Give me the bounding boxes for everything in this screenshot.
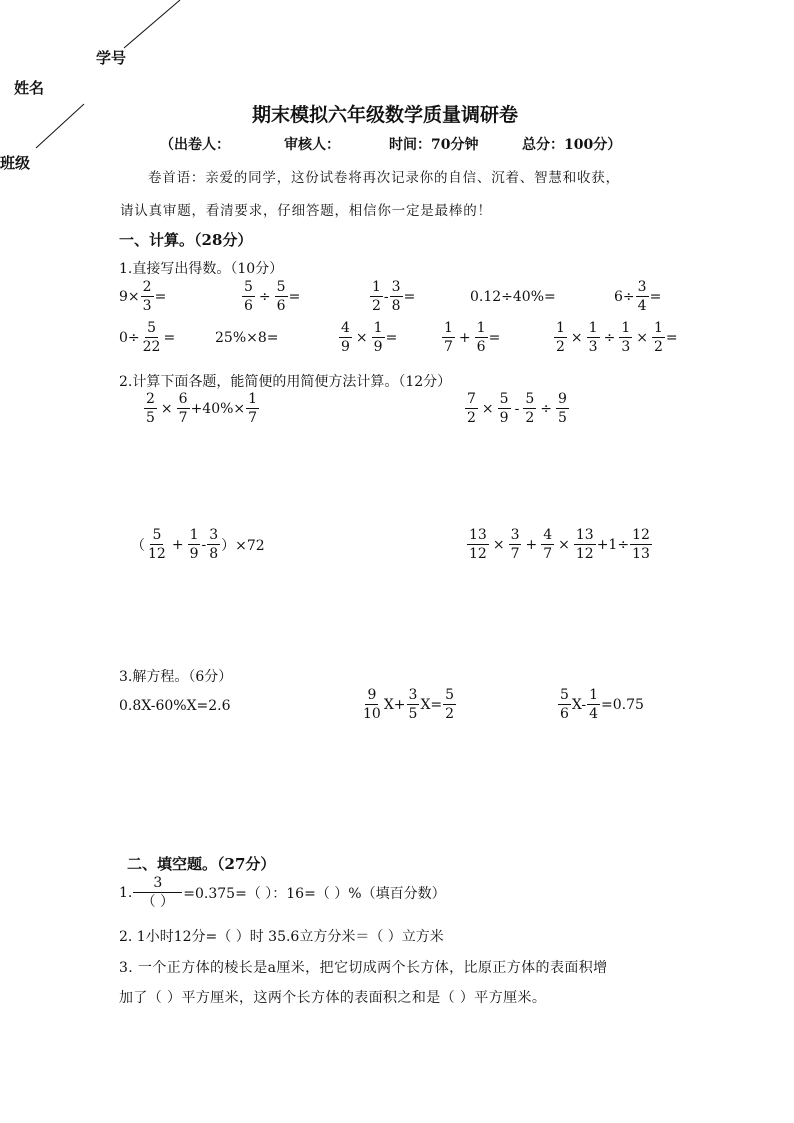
q2-expr1: $\frac{2}{5}$ × $\frac{6}{7}$ +40%× $\frac{1}{7}$ [146,391,258,426]
q3-label: 3.解方程。（6分） [119,669,233,685]
q1-r2-e: $\frac{1}{2}$ × $\frac{1}{3}$ ÷ $\frac{1}{3}$ × $\frac{1}{2}$ = [556,320,678,355]
q1-label: 1.直接写出得数。（10分） [119,261,284,277]
author-label: （出卷人： [160,137,230,153]
s2-q3-line2: 加了（ ）平方厘米，这两个长方体的表面积之和是（ ）平方厘米。 [119,990,547,1006]
q3-eq2: $\frac{9}{10}$ X+ $\frac{3}{5}$ X= $\frac{5}{2}$ [363,687,455,722]
section1-heading: 一、计算。（28分） [119,231,253,249]
q3-eq1: 0.8X-60%X=2.6 [119,698,231,714]
s2-q2: 2. 1小时12分=（ ）时 35.6立方分米＝（ ）立方米 [119,929,444,945]
name-label: 姓名 [14,79,45,97]
q1-r1-e: 6÷ $\frac{3}{4}$ = [614,279,662,314]
q3-eq3: $\frac{5}{6}$ X- $\frac{1}{4}$ =0.75 [560,687,644,722]
s2-q1: 1. $\frac{3}{( )}$ =0.375=（ ）：16=（ ）%（填百分数） [119,875,446,910]
page-title: 期末模拟六年级数学质量调研卷 [252,104,519,126]
q2-expr3: （ $\frac{5}{12}$ + $\frac{1}{9}$ - $\frac{3}{8}$ ）×72 [131,527,265,562]
q1-r1-c: $\frac{1}{2}$ - $\frac{3}{8}$ = [372,279,416,314]
student-id-label: 学号 [96,49,127,67]
q1-r2-c: $\frac{4}{9}$ × $\frac{1}{9}$ = [341,320,398,355]
class-label: 班级 [0,154,31,172]
score-label: 总分：100分） [522,137,622,153]
q1-r1-a: 9× $\frac{2}{3}$ = [119,279,167,314]
reviewer-label: 审核人： [284,137,340,153]
q1-r1-d: 0.12÷40%= [470,289,556,305]
q1-r2-b: 25%×8= [215,330,279,346]
s2-q3-line1: 3. 一个正方体的棱长是a厘米，把它切成两个长方体，比原正方体的表面积增 [119,960,608,976]
q1-r1-b: $\frac{5}{6}$ ÷ $\frac{5}{6}$ = [244,279,301,314]
preface-line1: 卷首语：亲爱的同学，这份试卷将再次记录你的自信、沉着、智慧和收获， [148,170,620,186]
q2-expr2: $\frac{7}{2}$ × $\frac{5}{9}$ - $\frac{5}{2}$ ÷ $\frac{9}{5}$ [467,391,567,426]
section2-heading: 二、填空题。（27分） [127,855,276,873]
time-label: 时间：70分钟 [389,137,479,153]
preface-line2: 请认真审题，看清要求，仔细答题，相信你一定是最棒的！ [120,203,492,219]
q1-r2-d: $\frac{1}{7}$ + $\frac{1}{6}$ = [444,320,501,355]
q2-expr4: $\frac{13}{12}$ × $\frac{3}{7}$ + $\frac{4}{7}$ × $\frac{13}{12}$ +1÷ $\frac{12}{13}$ [469,527,650,562]
q2-label: 2.计算下面各题，能简便的用简便方法计算。（12分） [119,374,452,390]
q1-r2-a: 0÷ $\frac{5}{22}$ = [119,320,176,355]
